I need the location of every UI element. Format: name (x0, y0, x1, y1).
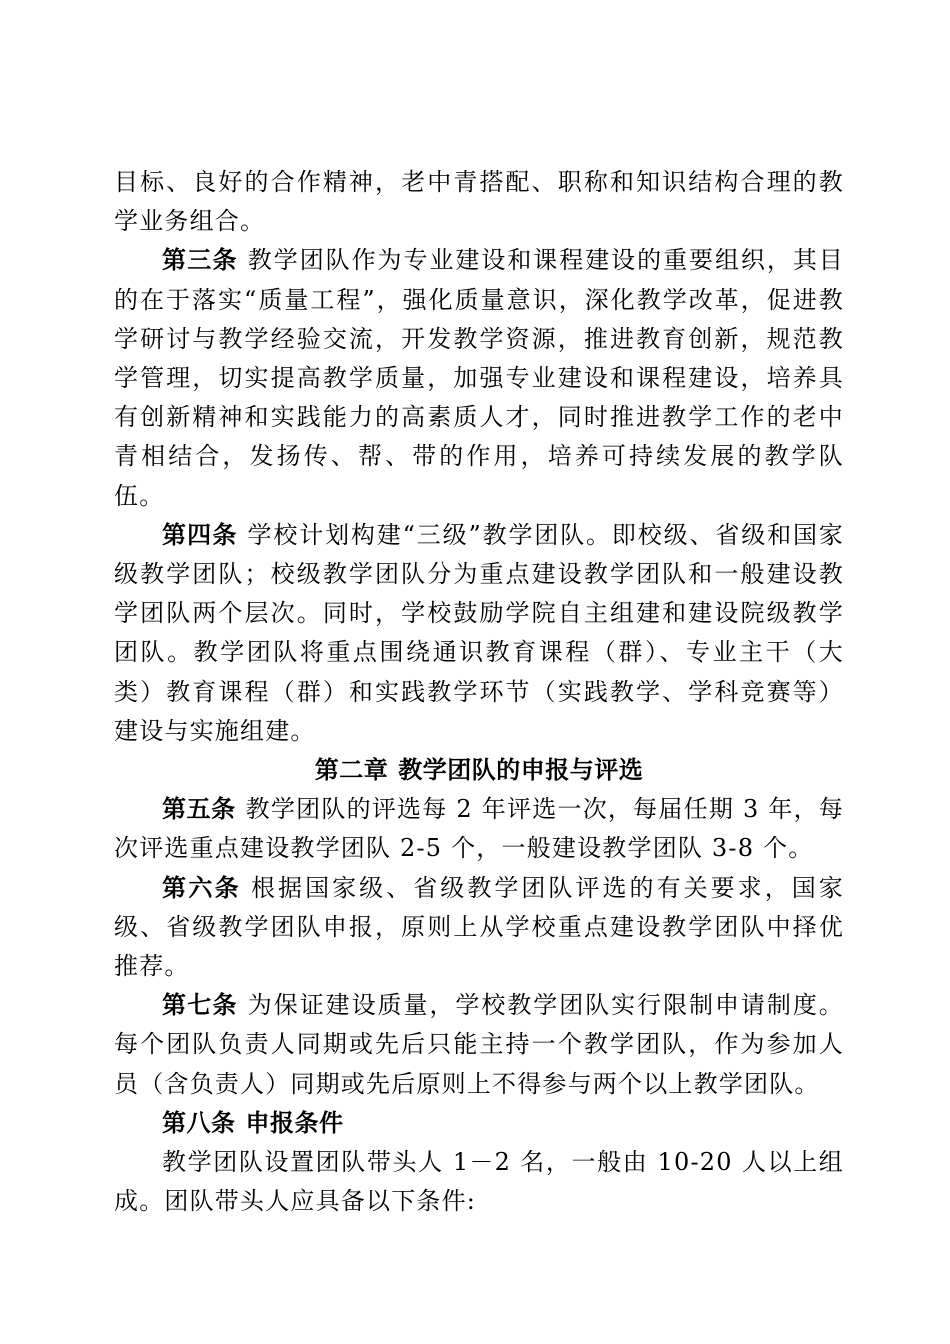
article-8-label: 第八条 (162, 1108, 236, 1137)
document-body (114, 163, 844, 1221)
chapter-title: 教学团队的申报与评选 (398, 756, 644, 785)
article-4-label: 第四条 (162, 520, 238, 549)
article-3-label: 第三条 (162, 246, 238, 275)
article-6-text: 根据国家级、省级教学团队评选的有关要求，国家级、省级教学团队申报，原则上从学校重点建设教学团队中择优推荐。 (114, 873, 844, 981)
article-5 (114, 790, 844, 868)
article-5-text: 教学团队的评选每 2 年评选一次，每届任期 3 年，每次评选重点建设教学团队 2-5 个，一般建设教学团队 3-8 个。 (114, 795, 845, 863)
article-4-text: 学校计划构建“三级”教学团队。即校级、省级和国家级教学团队；校级教学团队分为重点建设教学团队和一般建设教学团队两个层次。同时，学校鼓励学院自主组建和建设院级教学团队。教学团队将重点围绕通识教育课程（群）、专业主干（大类）教育课程（群）和实践教学环节（实践教学、学科竞赛等）建设与实施组建。 (114, 520, 844, 745)
article-6-label: 第六条 (162, 873, 242, 902)
article-3-text: 教学团队作为专业建设和课程建设的重要组织，其目的在于落实“质量工程”，强化质量意识，深化教学改革，促进教学研讨与教学经验交流，开发教学资源，推进教育创新，规范教学管理，切实提高教学质量，加强专业建设和课程建设，培养具有创新精神和实践能力的高素质人才，同时推进教学工作的老中青相结合，发扬传、帮、带的作用，培养可持续发展的教学队伍。 (114, 246, 845, 510)
closing-paragraph: 教学团队设置团队带头人 1－2 名，一般由 10-20 人以上组成。团队带头人应具备以下条件: (114, 1148, 844, 1216)
article-7-label: 第七条 (162, 991, 238, 1020)
article-8 (114, 1104, 844, 1143)
article-8-title: 申报条件 (245, 1108, 344, 1137)
article-6 (114, 869, 844, 987)
article-4 (114, 516, 844, 751)
article-3 (114, 241, 844, 515)
article-7-text: 为保证建设质量，学校教学团队实行限制申请制度。每个团队负责人同期或先后只能主持一个教学团队，作为参加人员（含负责人）同期或先后原则上不得参与两个以上教学团队。 (114, 991, 845, 1098)
article-7 (114, 986, 844, 1104)
intro-paragraph: 目标、良好的合作精神，老中青搭配、职称和知识结构合理的教学业务组合。 (114, 168, 844, 236)
chapter-heading (114, 751, 844, 790)
chapter-number: 第二章 (314, 756, 389, 785)
article-5-label: 第五条 (162, 795, 236, 824)
